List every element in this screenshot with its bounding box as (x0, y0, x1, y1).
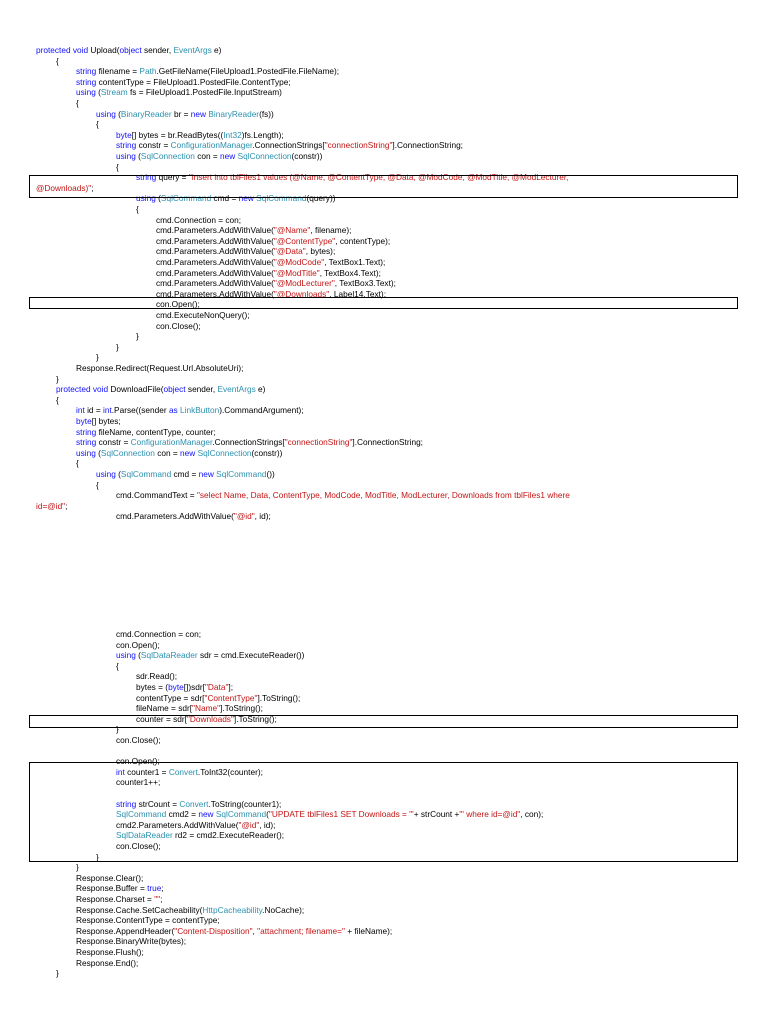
code-token: Stream (100, 87, 128, 98)
code-token: LinkButton (180, 405, 220, 416)
code-token: { (76, 98, 79, 108)
code-token: counter1 = (124, 766, 169, 777)
code-token: "UPDATE tblFiles1 SET Downloads = '" (268, 809, 414, 820)
code-token: { (96, 479, 99, 490)
code-token: byte (76, 416, 92, 426)
code-token: using (96, 469, 116, 479)
code-token: (query)) (306, 193, 336, 204)
code-token: using (136, 193, 156, 204)
code-line (56, 968, 59, 979)
code-line (96, 119, 99, 130)
code-token: Response.End(); (76, 957, 139, 968)
code-token: cmd.Parameters.AddWithValue( (156, 225, 274, 236)
code-token: Response.Redirect(Request.Url.AbsoluteUri); (76, 363, 244, 373)
code-token: , TextBox4.Text); (319, 267, 381, 278)
code-line (116, 511, 271, 522)
code-line (96, 480, 99, 491)
code-token: "connectionString" (284, 437, 353, 448)
code-line (156, 257, 385, 268)
code-token: SqlConnection (100, 447, 155, 458)
code-token: , contentType); (335, 235, 391, 246)
code-line (156, 246, 335, 257)
code-line (96, 109, 274, 120)
code-token: con.Open(); (116, 639, 160, 650)
code-line (76, 77, 291, 88)
code-token: EventArgs (173, 45, 212, 55)
code-line (76, 66, 339, 77)
code-token: protected void (56, 384, 109, 395)
code-line (116, 342, 119, 353)
code-line (96, 469, 275, 480)
code-token: sender, (141, 45, 174, 55)
code-token: string (116, 140, 137, 151)
code-token: } (56, 373, 59, 384)
code-line (116, 735, 161, 746)
code-line (136, 703, 263, 714)
code-token: ( (95, 447, 101, 458)
code-line (76, 958, 138, 969)
code-token: cmd.Parameters.AddWithValue( (156, 288, 274, 299)
code-token: ].ToString(); (233, 713, 277, 724)
code-line (156, 225, 351, 236)
code-token: cmd2 = (166, 809, 199, 820)
code-token: Int32 (223, 129, 242, 140)
code-token: sdr.Read(); (136, 671, 178, 682)
code-token: "connectionString" (324, 140, 393, 151)
code-token: } (76, 862, 79, 873)
code-token: ]; (228, 682, 234, 692)
code-token: cmd.Parameters.AddWithValue( (156, 257, 274, 267)
code-line (116, 640, 160, 651)
code-token: .ToString(counter1); (208, 798, 282, 809)
code-token: SqlCommand (120, 469, 172, 479)
code-token: string (136, 172, 157, 183)
code-token: ( (115, 108, 121, 119)
highlight-box (29, 175, 738, 198)
code-token: e) (211, 45, 222, 55)
code-line (116, 130, 284, 141)
code-line (96, 352, 99, 363)
code-token: con.Close(); (156, 320, 201, 331)
code-token: "@id" (233, 511, 255, 522)
code-line (76, 458, 79, 469)
code-token: ( (135, 650, 141, 661)
code-token: SqlCommand (215, 809, 267, 820)
code-token: SqlCommand (256, 193, 307, 204)
code-line (116, 661, 119, 672)
code-token: "insert into tblFiles1 values (@Name, @ContentType, @Data, @ModCode, @ModTitle, @ModLecturer, (188, 172, 569, 183)
code-token: "select Name, Data, ContentType, ModCode, ModTitle, ModLecturer, Downloads from tblFiles1 where (196, 490, 570, 501)
code-token: con.Close(); (116, 841, 161, 851)
code-token: constr = (136, 140, 171, 151)
code-token: strCount = (136, 798, 180, 809)
code-token: } (96, 851, 99, 862)
code-token: cmd.Parameters.AddWithValue( (156, 278, 274, 289)
code-token: ; (65, 500, 68, 511)
code-token: contentType = sdr[ (136, 692, 205, 703)
code-token: Response.Flush(); (76, 947, 144, 957)
code-token: [])sdr[ (183, 682, 205, 692)
code-token: DownloadFile( (108, 384, 164, 395)
code-token: Path (139, 66, 157, 77)
highlight-box (29, 762, 738, 862)
code-token: cmd2.Parameters.AddWithValue( (116, 819, 239, 830)
code-token: cmd.Parameters.AddWithValue( (156, 246, 274, 257)
code-line (76, 883, 164, 894)
code-token: string (116, 798, 137, 809)
code-token: } (96, 352, 99, 363)
code-token: HttpCacheability (202, 904, 263, 915)
code-line (116, 650, 304, 661)
code-line (36, 501, 67, 512)
code-token: "Downloads" (186, 713, 234, 724)
code-token: con = (154, 447, 181, 458)
code-line (76, 437, 423, 448)
code-line (76, 926, 392, 937)
code-token: counter = sdr[ (136, 713, 187, 724)
code-token: "attachment; filename=" (257, 925, 345, 936)
code-token: ( (155, 193, 161, 204)
code-token: cmd.Parameters.AddWithValue( (156, 267, 274, 278)
code-token: "@Data" (273, 246, 306, 257)
code-line (76, 405, 304, 416)
code-token: new (198, 809, 214, 820)
code-token: "Name" (192, 703, 221, 714)
code-line (116, 151, 322, 162)
code-token: fs = FileUpload1.PostedFile.InputStream) (127, 87, 282, 98)
code-line (156, 215, 241, 226)
code-token: cmd.ExecuteNonQuery(); (156, 310, 250, 320)
code-token: cmd = (171, 469, 199, 479)
code-token: , id); (254, 511, 271, 522)
code-token: .ToInt32(counter); (197, 766, 263, 777)
code-token: con.Open(); (116, 756, 160, 767)
code-token: + strCount + (413, 809, 460, 820)
code-token: Response.BinaryWrite(bytes); (76, 936, 187, 947)
code-token: Convert (168, 766, 198, 777)
code-line (136, 331, 139, 342)
code-token: filename = (96, 66, 140, 77)
code-token: , TextBox1.Text); (324, 257, 386, 267)
code-line (116, 629, 201, 640)
code-token: ].ToString(); (257, 692, 301, 703)
code-token: new (180, 447, 196, 458)
code-token: bytes = ( (136, 682, 169, 692)
code-token: using (116, 650, 136, 661)
code-token: id = (84, 405, 103, 416)
code-token: { (136, 204, 139, 214)
code-token: [] bytes = br.ReadBytes(( (131, 129, 224, 140)
code-token: } (116, 341, 119, 352)
code-token: int (102, 405, 112, 416)
code-token: cmd = (211, 193, 239, 204)
code-line (76, 873, 143, 884)
code-token: ].ToString(); (220, 703, 263, 714)
code-token: , bytes); (305, 246, 336, 257)
code-token: new (190, 108, 207, 119)
code-token: ].ConnectionString; (392, 140, 463, 151)
code-token: "Data" (204, 682, 229, 692)
code-token: { (76, 458, 79, 469)
code-token: constr = (96, 437, 131, 448)
code-token: { (56, 55, 59, 66)
code-token: } (56, 968, 59, 979)
code-token: Upload( (88, 45, 120, 55)
code-token: int (76, 405, 85, 416)
code-token: { (56, 394, 59, 405)
code-line (156, 268, 381, 279)
code-token: "" (154, 894, 161, 904)
code-token: true (147, 883, 162, 894)
code-token: ()) (266, 469, 275, 479)
code-token: , con); (520, 809, 544, 820)
code-token: ( (135, 151, 141, 161)
code-line (76, 894, 162, 905)
code-token: cmd.Connection = con; (156, 214, 242, 225)
code-line (76, 363, 243, 374)
code-line (136, 204, 139, 215)
code-token: } (136, 331, 139, 342)
code-line (76, 416, 121, 427)
code-token: string (76, 437, 97, 448)
code-token: int (116, 766, 125, 777)
code-line (36, 45, 221, 56)
code-line (156, 278, 396, 289)
code-token: "@Downloads" (273, 288, 330, 299)
code-token: , Label14.Text); (329, 288, 386, 299)
code-token: using (76, 87, 96, 98)
code-token: con = (194, 151, 221, 161)
code-token: "' where id=@id" (459, 809, 521, 820)
highlight-box (29, 715, 738, 728)
code-token: ; (161, 883, 164, 894)
code-token: Response.Charset = (76, 894, 155, 904)
code-token: ( (115, 469, 121, 479)
code-token: rd2 = cmd2.ExecuteReader(); (172, 830, 285, 841)
code-line (76, 87, 282, 98)
code-token: "@id" (238, 819, 260, 830)
code-token: string (76, 426, 97, 437)
code-line (156, 310, 250, 321)
code-token: sender, (185, 384, 218, 395)
code-token: SqlConnection (197, 447, 252, 458)
code-token: "@ModCode" (273, 257, 325, 267)
code-token: Response.Cache.SetCacheability( (76, 904, 203, 915)
code-token: .NoCache); (262, 904, 305, 915)
code-token: } (116, 724, 119, 735)
code-token: e) (255, 384, 266, 395)
code-line (136, 671, 177, 682)
code-token: { (116, 161, 119, 172)
code-token: ; (91, 182, 94, 193)
code-token: ; (160, 894, 163, 904)
code-token: ].ConnectionString; (352, 437, 423, 448)
code-line (56, 56, 59, 67)
code-token: "@Name" (273, 225, 311, 236)
code-token: SqlCommand (116, 809, 167, 820)
code-token: SqlConnection (140, 151, 195, 161)
code-token: "@ModLecturer" (273, 278, 335, 289)
code-token: fileName = sdr[ (136, 703, 193, 714)
code-token: )fs.Length); (241, 129, 284, 140)
code-token: "Content-Disposition" (174, 925, 253, 936)
code-token: "@ModTitle" (273, 267, 320, 278)
code-token: SqlDataReader (116, 830, 173, 841)
code-line (116, 140, 463, 151)
code-token: byte (168, 682, 184, 692)
code-token: Response.ContentType = contentType; (76, 915, 220, 926)
code-line (136, 693, 300, 704)
code-token: EventArgs (217, 384, 256, 395)
code-line (136, 682, 233, 693)
code-token: SqlCommand (160, 193, 212, 204)
code-line (76, 936, 186, 947)
code-token: counter1++; (116, 777, 161, 788)
code-token: (constr)) (291, 151, 323, 161)
code-token: { (96, 119, 99, 130)
code-token: (constr)) (251, 447, 283, 458)
code-token: query = (156, 172, 189, 183)
code-token: , (252, 925, 258, 936)
code-token: using (96, 108, 116, 119)
code-token: SqlConnection (237, 151, 292, 161)
code-token: ).CommandArgument); (219, 405, 304, 416)
code-token: cmd.CommandText = (116, 490, 197, 501)
code-token: @Downloads)" (36, 182, 92, 193)
code-token: .Parse((sender (111, 405, 169, 416)
code-token: object (163, 384, 186, 395)
code-token: Convert (179, 798, 209, 809)
code-line (156, 236, 390, 247)
code-token: ( (266, 809, 269, 820)
code-token: string (76, 66, 97, 77)
code-line (156, 321, 201, 332)
code-token: new (238, 193, 254, 204)
code-token: ConfigurationManager (170, 140, 253, 151)
code-token: cmd.Connection = con; (116, 629, 202, 639)
code-token: .ConnectionStrings[ (252, 140, 325, 151)
code-line (116, 490, 570, 501)
code-line (76, 98, 79, 109)
code-token: new (220, 151, 236, 161)
code-token: "ContentType" (204, 692, 258, 703)
code-token: (fs)) (259, 108, 274, 119)
code-token: , id); (259, 819, 276, 830)
code-token: string (76, 76, 97, 87)
code-token: SqlDataReader (140, 650, 198, 661)
code-token: con.Open(); (156, 299, 200, 310)
code-token: new (198, 469, 214, 479)
code-token: id=@id" (36, 500, 66, 511)
code-token: BinaryReader (208, 108, 260, 119)
code-token: { (116, 660, 119, 671)
code-line (76, 905, 304, 916)
code-line (56, 395, 59, 406)
code-token: + fileName); (344, 925, 393, 936)
code-token: BinaryReader (120, 108, 172, 119)
code-token: , filename); (310, 225, 352, 236)
code-token: fileName, contentType, counter; (96, 426, 216, 437)
code-token: SqlCommand (216, 469, 267, 479)
code-line (76, 427, 216, 438)
code-token: object (119, 45, 142, 55)
code-line (76, 915, 220, 926)
code-token: contentType = FileUpload1.PostedFile.ContentType; (96, 76, 291, 87)
code-token: Response.Buffer = (76, 883, 148, 894)
code-token: Response.Clear(); (76, 872, 144, 883)
code-token: byte (116, 129, 132, 140)
code-token: using (76, 447, 96, 458)
code-token: ( (95, 87, 101, 98)
code-token: using (116, 151, 136, 161)
code-token: "@ContentType" (273, 235, 336, 246)
code-token: ConfigurationManager (130, 437, 213, 448)
code-line (116, 162, 119, 173)
code-token: .ConnectionStrings[ (212, 437, 285, 448)
code-token: cmd.Parameters.AddWithValue( (116, 511, 234, 522)
code-token: cmd.Parameters.AddWithValue( (156, 235, 274, 246)
code-line (76, 448, 282, 459)
code-token: .GetFileName(FileUpload1.PostedFile.FileName); (156, 66, 340, 77)
code-token: Response.AppendHeader( (76, 925, 175, 936)
code-line (76, 947, 144, 958)
code-token: protected void (36, 45, 89, 55)
code-line (56, 384, 265, 395)
code-token: [] bytes; (91, 416, 121, 426)
code-line (56, 374, 59, 385)
code-token: sdr = cmd.ExecuteReader()) (197, 650, 305, 661)
highlight-box (29, 297, 738, 309)
code-token: br = (171, 108, 191, 119)
code-token: as (168, 405, 178, 416)
code-token: con.Close(); (116, 735, 161, 745)
code-token: , TextBox3.Text); (334, 278, 396, 289)
code-line (76, 862, 79, 873)
